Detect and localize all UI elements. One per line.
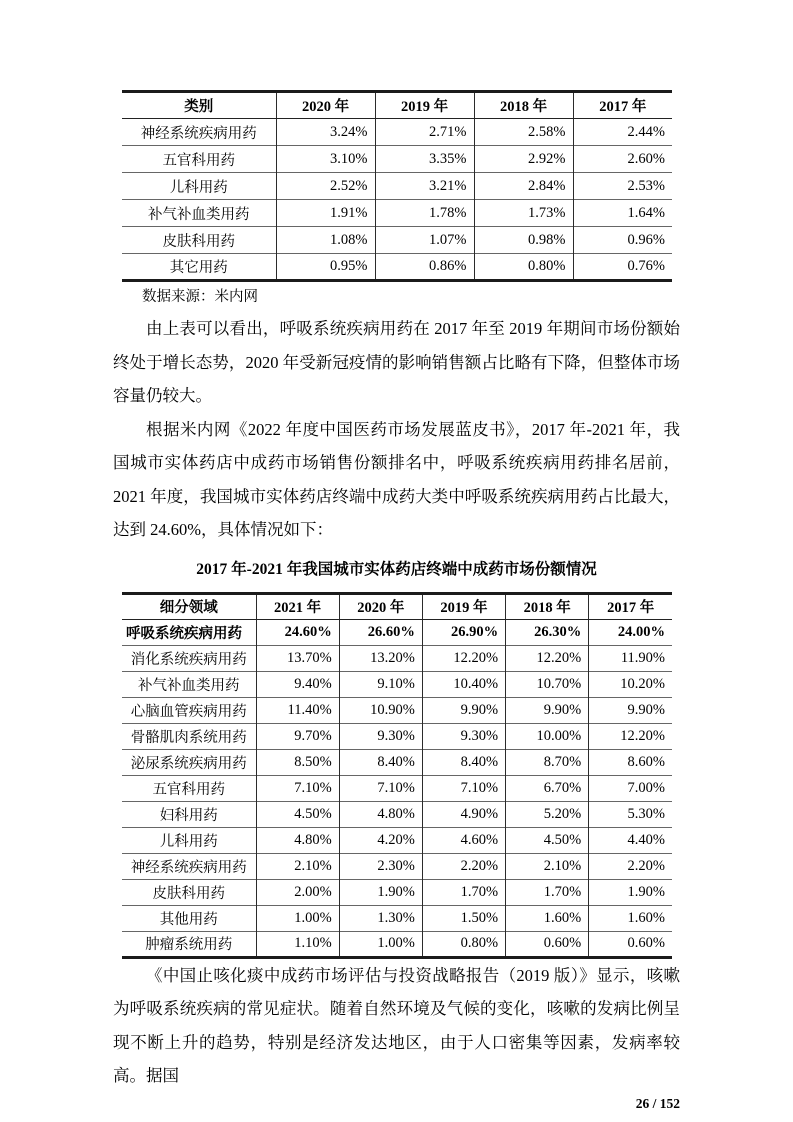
data-source-note: 数据来源：米内网 [142,289,258,305]
cell-value: 1.70% [506,879,589,905]
cell-value: 1.90% [339,879,422,905]
table-row [122,775,672,801]
cell-value: 9.90% [589,697,672,723]
cell-value: 4.80% [256,827,339,853]
cell-value: 9.30% [339,723,422,749]
cell-value: 9.40% [256,671,339,697]
cell-value: 9.10% [339,671,422,697]
cell-value: 1.91% [276,200,375,227]
table-row [122,200,672,227]
cell-value: 1.00% [256,905,339,931]
cell-value: 24.60% [256,619,339,645]
row-label: 儿科用药 [122,827,256,853]
cell-value: 7.10% [256,775,339,801]
column-header: 2018 年 [474,92,573,119]
cell-value: 8.70% [506,749,589,775]
row-label: 皮肤科用药 [122,879,256,905]
cell-value: 4.50% [506,827,589,853]
cell-value: 10.90% [339,697,422,723]
row-label: 心脑血管疾病用药 [122,697,256,723]
table-row [122,697,672,723]
cell-value: 4.50% [256,801,339,827]
paragraph-blue-book: 根据米内网《2022 年度中国医药市场发展蓝皮书》，2017 年-2021 年，我国城市实体药店中成药市场销售份额排名中，呼吸系统疾病用药排名居前，2021 年度，我国城市实体药店终端中成药大类中呼吸系统疾病用药占比最大，达到 24.60%，具体情况如下： [113,419,680,539]
cell-value: 24.00% [589,619,672,645]
table-row [122,801,672,827]
row-label: 神经系统疾病用药 [122,119,276,146]
table-row [122,827,672,853]
cell-value: 7.10% [339,775,422,801]
cell-value: 9.90% [506,697,589,723]
cell-value: 2.71% [375,119,474,146]
cell-value: 10.20% [589,671,672,697]
cell-value: 2.44% [573,119,672,146]
cell-value: 10.70% [506,671,589,697]
row-label: 五官科用药 [122,775,256,801]
cell-value: 1.78% [375,200,474,227]
cell-value: 0.80% [474,254,573,281]
row-label: 五官科用药 [122,146,276,173]
cell-value: 13.20% [339,645,422,671]
cell-value: 1.10% [256,931,339,957]
cell-value: 26.60% [339,619,422,645]
column-header: 2020 年 [276,92,375,119]
cell-value: 5.30% [589,801,672,827]
column-header: 2017 年 [589,593,672,619]
cell-value: 1.90% [589,879,672,905]
cell-value: 11.40% [256,697,339,723]
row-label: 骨骼肌肉系统用药 [122,723,256,749]
cell-value: 0.98% [474,227,573,254]
cell-value: 1.08% [276,227,375,254]
cell-value: 3.10% [276,146,375,173]
cell-value: 1.64% [573,200,672,227]
cell-value: 4.90% [422,801,505,827]
table-row [122,931,672,957]
cell-value: 12.20% [422,645,505,671]
cell-value: 3.24% [276,119,375,146]
cell-value: 1.60% [589,905,672,931]
cell-value: 26.30% [506,619,589,645]
row-label: 儿科用药 [122,173,276,200]
table-row [122,671,672,697]
cell-value: 5.20% [506,801,589,827]
paragraph-cough-report: 《中国止咳化痰中成药市场评估与投资战略报告（2019 版）》显示，咳嗽为呼吸系统疾病的常见症状。随着自然环境及气候的变化，咳嗽的发病比例呈现不断上升的趋势，特别是经济发达地区，由于人口密集等因素，发病率较高。据国 [113,965,680,1085]
cell-value: 2.20% [589,853,672,879]
column-header: 2021 年 [256,593,339,619]
paragraph-market-trend: 由上表可以看出，呼吸系统疾病用药在 2017 年至 2019 年期间市场份额始终处于增长态势，2020 年受新冠疫情的影响销售额占比略有下降，但整体市场容量仍较大。 [113,319,680,405]
cell-value: 0.60% [506,931,589,957]
cell-value: 2.60% [573,146,672,173]
column-header: 2020 年 [339,593,422,619]
cell-value: 4.40% [589,827,672,853]
table-row [122,619,672,645]
row-label: 神经系统疾病用药 [122,853,256,879]
column-header: 2018 年 [506,593,589,619]
cell-value: 2.52% [276,173,375,200]
cell-value: 9.30% [422,723,505,749]
page-number: 26 / 152 [635,1095,680,1111]
table-row [122,254,672,281]
row-label: 其它用药 [122,254,276,281]
cell-value: 7.10% [422,775,505,801]
page-content [113,90,680,1113]
cell-value: 8.50% [256,749,339,775]
table-header-row [122,92,672,119]
column-header: 2017 年 [573,92,672,119]
cell-value: 0.86% [375,254,474,281]
cell-value: 0.96% [573,227,672,254]
cell-value: 2.92% [474,146,573,173]
table-row [122,905,672,931]
cell-value: 11.90% [589,645,672,671]
cell-value: 12.20% [506,645,589,671]
drug-category-share-table [122,90,672,282]
row-label: 呼吸系统疾病用药 [122,619,256,645]
cell-value: 10.00% [506,723,589,749]
cell-value: 2.00% [256,879,339,905]
row-label: 其他用药 [122,905,256,931]
column-header: 细分领域 [122,593,256,619]
row-label: 消化系统疾病用药 [122,645,256,671]
table-row [122,645,672,671]
table-row [122,749,672,775]
row-label: 妇科用药 [122,801,256,827]
cell-value: 13.70% [256,645,339,671]
cell-value: 2.58% [474,119,573,146]
cell-value: 1.73% [474,200,573,227]
cell-value: 0.76% [573,254,672,281]
cell-value: 0.80% [422,931,505,957]
cell-value: 3.35% [375,146,474,173]
cell-value: 6.70% [506,775,589,801]
table-header-row [122,593,672,619]
cell-value: 3.21% [375,173,474,200]
column-header: 2019 年 [422,593,505,619]
cell-value: 1.07% [375,227,474,254]
table-row [122,227,672,254]
cell-value: 2.53% [573,173,672,200]
cell-value: 12.20% [589,723,672,749]
row-label: 皮肤科用药 [122,227,276,254]
cell-value: 9.90% [422,697,505,723]
cell-value: 1.30% [339,905,422,931]
row-label: 补气补血类用药 [122,200,276,227]
column-header: 2019 年 [375,92,474,119]
cell-value: 10.40% [422,671,505,697]
cell-value: 26.90% [422,619,505,645]
cell-value: 9.70% [256,723,339,749]
cell-value: 2.20% [422,853,505,879]
row-label: 泌尿系统疾病用药 [122,749,256,775]
cell-value: 4.20% [339,827,422,853]
pharmacy-terminal-share-table [122,592,672,959]
cell-value: 8.40% [339,749,422,775]
table-row [122,723,672,749]
cell-value: 2.10% [256,853,339,879]
cell-value: 2.84% [474,173,573,200]
cell-value: 0.95% [276,254,375,281]
cell-value: 1.50% [422,905,505,931]
cell-value: 4.60% [422,827,505,853]
table-row [122,119,672,146]
cell-value: 1.60% [506,905,589,931]
table2-title: 2017 年-2021 年我国城市实体药店终端中成药市场份额情况 [196,560,597,578]
row-label: 补气补血类用药 [122,671,256,697]
cell-value: 0.60% [589,931,672,957]
table-row [122,173,672,200]
table-row [122,853,672,879]
row-label: 肿瘤系统用药 [122,931,256,957]
cell-value: 8.60% [589,749,672,775]
cell-value: 4.80% [339,801,422,827]
table-row [122,879,672,905]
cell-value: 8.40% [422,749,505,775]
cell-value: 1.70% [422,879,505,905]
table-row [122,146,672,173]
column-header: 类别 [122,92,276,119]
cell-value: 2.30% [339,853,422,879]
cell-value: 1.00% [339,931,422,957]
cell-value: 7.00% [589,775,672,801]
cell-value: 2.10% [506,853,589,879]
